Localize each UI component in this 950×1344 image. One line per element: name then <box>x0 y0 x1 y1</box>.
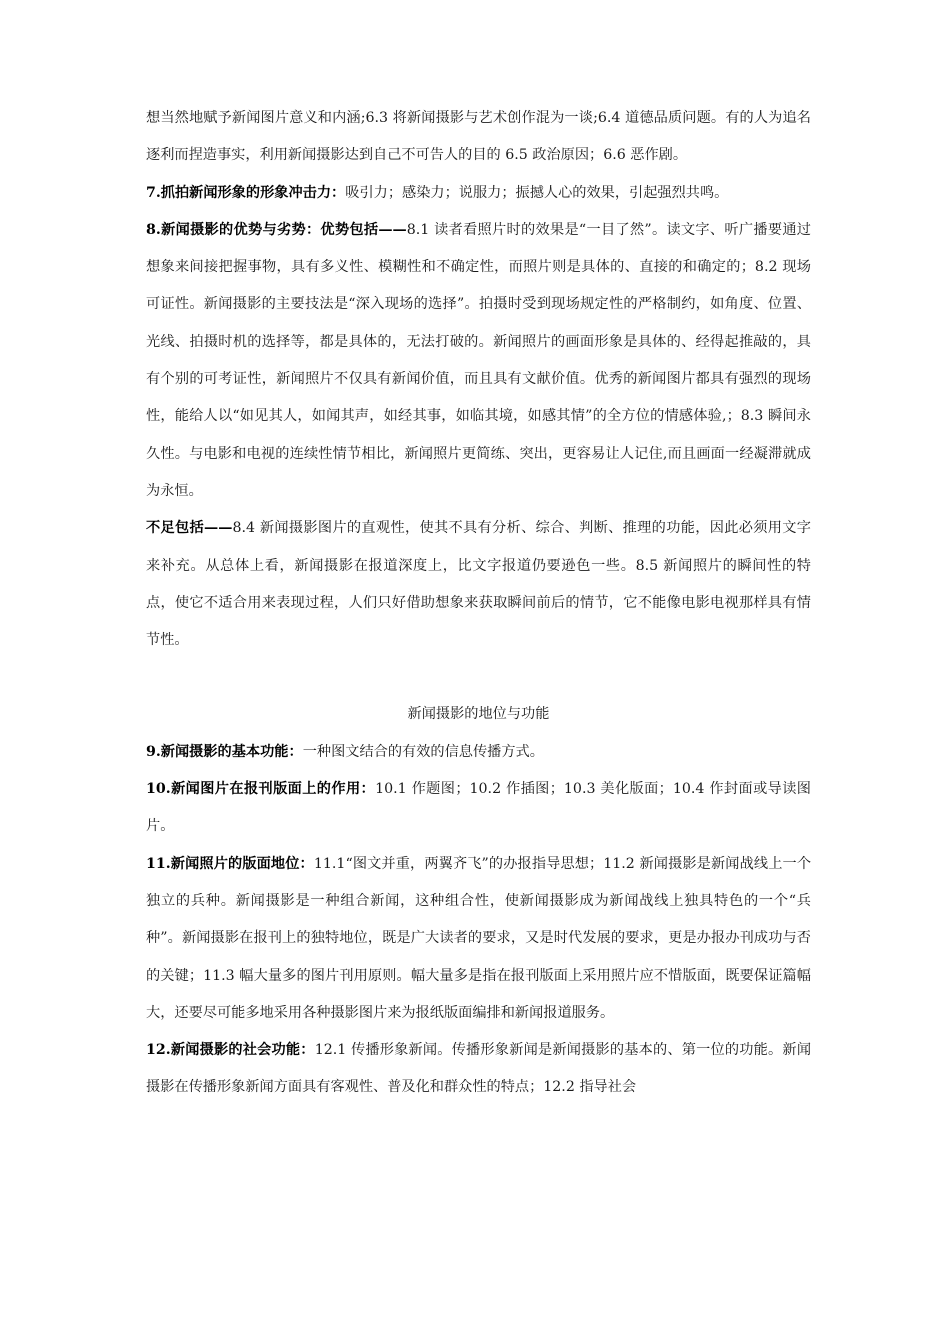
paragraph <box>146 846 811 1032</box>
paragraph <box>146 175 811 212</box>
paragraph <box>146 771 811 846</box>
paragraph <box>146 1032 811 1107</box>
paragraph <box>146 510 811 659</box>
paragraph-lead: 8.新闻摄影的优势与劣势：优势包括—— <box>146 221 407 238</box>
paragraph-text: 吸引力；感染力；说服力；振撼人心的效果，引起强烈共鸣。 <box>345 184 729 201</box>
paragraph <box>146 212 811 510</box>
paragraph-text: 新闻摄影的地位与功能 <box>407 706 550 723</box>
paragraph <box>146 734 811 771</box>
paragraph-lead: 7.抓拍新闻形象的形象冲击力： <box>146 184 346 201</box>
paragraph-lead: 12.新闻摄影的社会功能： <box>146 1042 315 1059</box>
paragraph-text: 10.1 作题图；10.2 作插图；10.3 美化版面；10.4 作封面或导读图片。 <box>146 781 811 835</box>
paragraph-text: 8.4 新闻摄影图片的直观性，使其不具有分析、综合、判断、推理的功能，因此必须用文字来补充。从总体上看，新闻摄影在报道深度上，比文字报道仍要逊色一些。8.5 新闻照片的瞬间性的特点，使它不适合用来表现过程，人们只好借助想象来获取瞬间前后的情节，它不能像电影电视那样具有情节性。 <box>146 520 811 649</box>
paragraph-text: 12.1 传播形象新闻。传播形象新闻是新闻摄影的基本的、第一位的功能。新闻摄影在传播形象新闻方面具有客观性、普及化和群众性的特点；12.2 指导社会 <box>146 1042 812 1096</box>
paragraph-lead: 不足包括—— <box>146 520 233 537</box>
paragraph-text: 8.1 读者看照片时的效果是“一目了然”。读文字、听广播要通过想象来间接把握事物，具有多义性、模糊性和不确定性，而照片则是具体的、直接的和确定的；8.2 现场可证性。新闻摄影的主要技法是“深入现场的选择”。拍摄时受到现场规定性的严格制约，如角度、位置、光线、拍摄时机的选择等，都是具体的，无法打破的。新闻照片的画面形象是具体的、经得起推敲的，具有个别的可考证性，新闻照片不仅具有新闻价值，而且具有文献价值。优秀的新闻图片都具有强烈的现场性，能给人以“如见其人，如闻其声，如经其事，如临其境，如感其情”的全方位的情感体验,；8.3 瞬间永久性。与电影和电视的连续性情节相比，新闻照片更简练、突出，更容易让人记住,而且画面一经凝滞就成为永恒。 <box>146 221 811 499</box>
paragraph <box>146 100 811 175</box>
paragraph-lead: 10.新闻图片在报刊版面上的作用： <box>146 781 376 798</box>
paragraph-lead: 9.新闻摄影的基本功能： <box>146 743 303 760</box>
paragraph-text: 想当然地赋予新闻图片意义和内涵;6.3 将新闻摄影与艺术创作混为一谈;6.4 道德品质问题。有的人为追名逐利而捏造事实，利用新闻摄影达到自己不可告人的目的 6.5 政治原因；6.6 恶作剧。 <box>146 110 811 164</box>
section-gap <box>146 659 811 696</box>
paragraph-text: 一种图文结合的有效的信息传播方式。 <box>302 743 544 760</box>
section-heading <box>146 696 811 733</box>
paragraph-lead: 11.新闻照片的版面地位： <box>146 855 314 872</box>
document-page <box>146 100 811 1107</box>
paragraph-text: 11.1“图文并重，两翼齐飞”的办报指导思想；11.2 新闻摄影是新闻战线上一个独立的兵种。新闻摄影是一种组合新闻，这种组合性，使新闻摄影成为新闻战线上独具特色的一个“兵种”。新闻摄影在报刊上的独特地位，既是广大读者的要求，又是时代发展的要求，更是办报办刊成功与否的关键；11.3 幅大量多的图片刊用原则。幅大量多是指在报刊版面上采用照片应不惜版面，既要保证篇幅大，还要尽可能多地采用各种摄影图片来为报纸版面编排和新闻报道服务。 <box>146 855 812 1021</box>
